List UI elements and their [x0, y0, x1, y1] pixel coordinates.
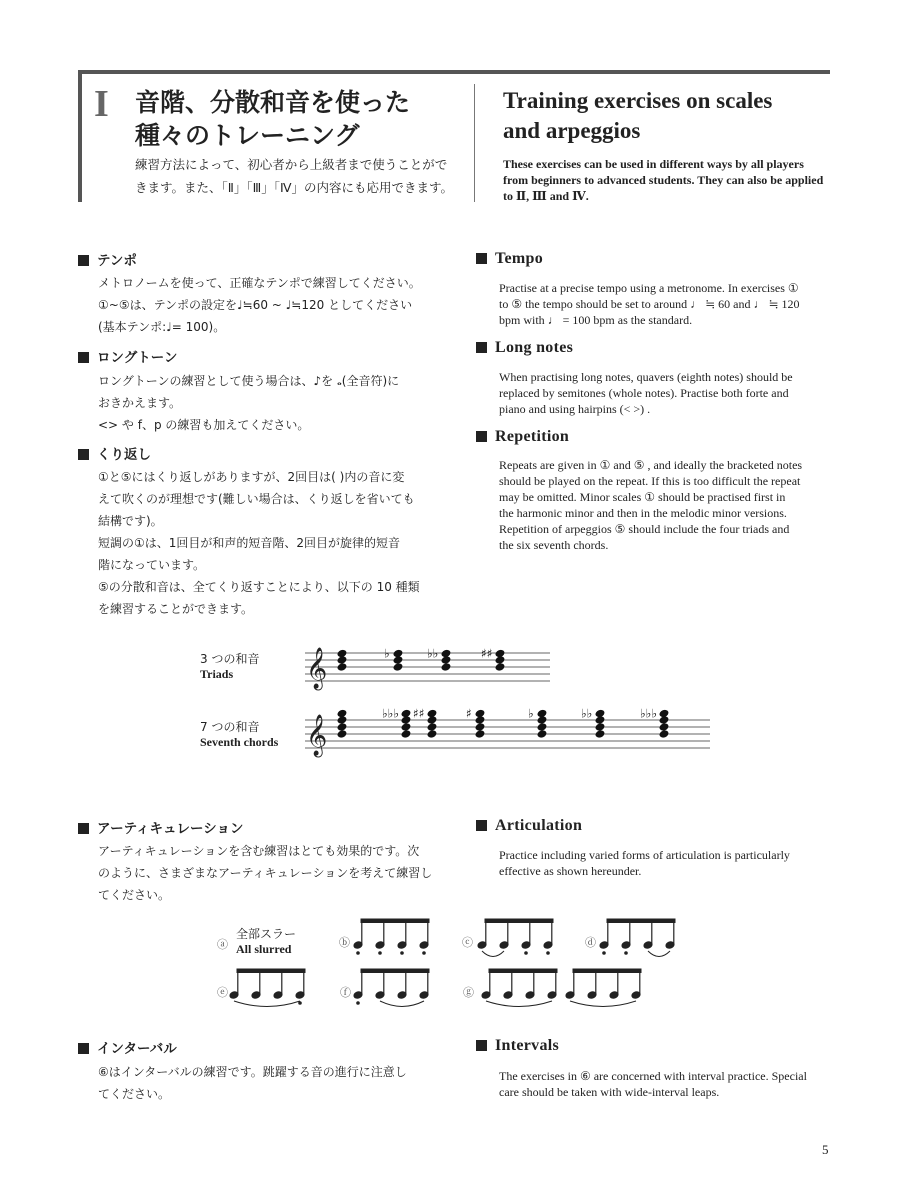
page-number: 5 [822, 1142, 829, 1157]
tempo-text-en: Practise at a precise tempo using a metronome. In exercises ① to ⑤ the tempo should be set to around ♩ ≒ 60 and ♩ ≒ 120 bpm with ♩ = 100 bpm as the standard. [499, 281, 800, 327]
staccato-dot [401, 952, 404, 955]
intervals-heading-jp: インターバル [78, 1037, 177, 1057]
notehead [537, 722, 548, 732]
notehead [495, 662, 506, 672]
chapter-number: I [94, 83, 109, 125]
notehead [441, 655, 452, 665]
intervals-heading-en: Intervals [476, 1037, 559, 1055]
accidental: ♭ [528, 706, 534, 721]
notehead [427, 729, 438, 739]
accidental: ♭♭ [427, 646, 439, 661]
beam [489, 969, 557, 973]
intervals-text-en: The exercises in ⑥ are concerned with interval practice. Special care should be taken with wide-interval leaps. [499, 1069, 807, 1099]
notehead [393, 662, 404, 672]
label-e: ⓔ [217, 986, 228, 999]
accidental: ♯♯ [481, 646, 493, 661]
notehead [427, 722, 438, 732]
seventh-chords-label: 7 つの和音 Seventh chords [200, 720, 279, 749]
beam [361, 969, 429, 973]
slur [570, 1001, 636, 1007]
staccato-dot [379, 952, 382, 955]
label-a: ⓐ [217, 938, 228, 951]
slur [380, 1001, 424, 1007]
notehead [401, 729, 412, 739]
staccato-dot [525, 952, 528, 955]
articulation-heading-jp: アーティキュレーション [78, 817, 243, 837]
label-b: ⓑ [339, 936, 350, 949]
treble-clef-icon: 𝄞 [306, 648, 328, 689]
notehead [475, 729, 486, 739]
intervals-text-jp: ⑥はインターバルの練習です。跳躍する音の進行に注意し てください。 [98, 1065, 407, 1101]
slur [486, 1001, 552, 1007]
beam [237, 969, 305, 973]
accidental: ♭♭♭ [640, 706, 657, 721]
accidental: ♭♭♭ [382, 706, 399, 721]
notehead [401, 722, 412, 732]
notehead [401, 715, 412, 725]
accidental: ♭ [384, 646, 390, 661]
accidental: ♭♭ [581, 706, 593, 721]
long-notes-heading-en: Long notes [476, 339, 573, 357]
long-notes-text-en: When practising long notes, quavers (eighth notes) should be replaced by semitones (whole notes). Practise both forte and piano and using hairpins (< >) . [499, 370, 793, 416]
label-g: ⓖ [463, 986, 474, 999]
notehead [595, 722, 606, 732]
notehead [427, 715, 438, 725]
beam [361, 919, 429, 923]
notehead [659, 722, 670, 732]
label-f: ⓕ [340, 986, 351, 999]
notehead [337, 715, 348, 725]
en-chapter-title: Training exercises on scales and arpeggios [503, 88, 773, 143]
seventh-staff [305, 720, 710, 748]
staccato-dot [357, 952, 360, 955]
notehead [537, 715, 548, 725]
notehead [659, 729, 670, 739]
notehead [337, 722, 348, 732]
staccato-dot [603, 952, 606, 955]
repetition-heading-en: Repetition [476, 428, 569, 446]
accidental: ♯ [466, 706, 472, 721]
slur [234, 1001, 300, 1007]
articulation-text-en: Practice including varied forms of articulation is particularly effective as shown hereunder. [499, 848, 790, 878]
header-frame-top [78, 70, 830, 74]
chord-staves [300, 640, 720, 770]
notehead [595, 729, 606, 739]
notehead [475, 722, 486, 732]
staccato-dot [299, 1002, 302, 1005]
beam [607, 919, 675, 923]
tempo-heading-jp: テンポ [78, 249, 137, 269]
long-notes-text-jp: ロングトーンの練習として使う場合は、♪を 𝅝(全音符)に おきかえます。 <> や f、p の練習も加えてください。 [98, 374, 400, 432]
notehead [337, 655, 348, 665]
notehead [595, 715, 606, 725]
label-c: ⓒ [462, 936, 473, 949]
staccato-dot [547, 952, 550, 955]
treble-clef-icon: 𝄞 [306, 715, 328, 756]
notehead [659, 715, 670, 725]
notehead [441, 662, 452, 672]
notehead [337, 662, 348, 672]
articulation-heading-en: Articulation [476, 817, 582, 835]
notehead [475, 715, 486, 725]
label-d: ⓓ [585, 936, 596, 949]
accidental: ♯♯ [413, 706, 425, 721]
header-divider [474, 84, 475, 202]
triads-label: 3 つの和音 Triads [200, 652, 260, 681]
notehead [495, 655, 506, 665]
staccato-dot [357, 1002, 360, 1005]
all-slurred-label: 全部スラー All slurred [236, 927, 297, 956]
repetition-text-en: Repeats are given in ① and ⑤ , and ideally the bracketed notes should be played on the repeat. If this is too difficult the repeat may be omitted. Minor scales ① should be practised first in the harmonic minor and then in the melodic minor versions. Repetition of arpeggios ⑤ should include the four triads and the six seventh chords. [499, 458, 803, 552]
notehead [337, 729, 348, 739]
notehead [393, 655, 404, 665]
beam [573, 969, 641, 973]
repetition-heading-jp: くり返し [78, 443, 151, 463]
jp-chapter-title: 音階、分散和音を使った 種々のトレーニング [135, 88, 411, 150]
beam [485, 919, 553, 923]
tempo-heading-en: Tempo [476, 250, 543, 268]
notehead [537, 729, 548, 739]
slur [648, 951, 670, 957]
tempo-text-jp: メトロノームを使って、正確なテンポで練習してください。 ①~⑤は、テンポの設定を♩≒60 ~ ♩≒120 としてください (基本テンポ:♩= 100)。 [98, 276, 421, 334]
slur [482, 951, 504, 957]
en-intro: These exercises can be used in different ways by all players from beginners to advanced students. They can also be applied to Ⅱ, Ⅲ and Ⅳ. [503, 157, 824, 203]
jp-intro: 練習方法によって、初心者から上級者まで使うことがで きます。また、「Ⅱ」「Ⅲ」「Ⅳ」の内容にも応用できます。 [135, 157, 454, 195]
staccato-dot [423, 952, 426, 955]
articulation-examples [0, 915, 899, 1015]
header-frame-left [78, 70, 82, 202]
repetition-text-jp: ①と⑤にはくり返しがありますが、2回目は( )内の音に変 えて吹くのが理想です(難しい場合は、くり返しを省いても 結構です)。 短調の①は、1回目が和声的短音階、2回目が旋律的短音 階になっています。 ⑤の分散和音は、全てくり返すことにより、以下の 10 種類 を練習することができます。 [98, 470, 420, 616]
staccato-dot [625, 952, 628, 955]
long-notes-heading-jp: ロングトーン [78, 346, 177, 366]
articulation-text-jp: アーティキュレーションを含む練習はとても効果的です。次 のように、さまざまなアーティキュレーションを考えて練習し てください。 [98, 844, 433, 902]
